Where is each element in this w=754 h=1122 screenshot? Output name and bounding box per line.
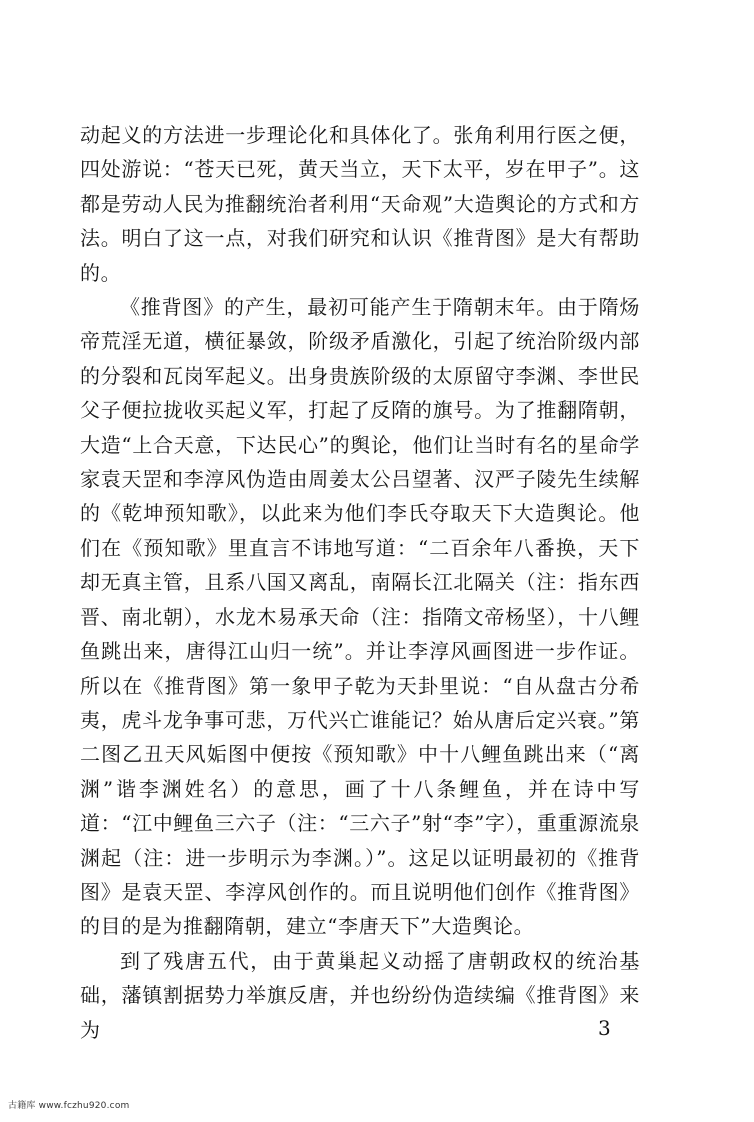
source-watermark: 古籍库 www.fczhu920.com [8, 1101, 130, 1111]
paragraph-3: 到了残唐五代，由于黄巢起义动摇了唐朝政权的统治基础，藩镇割据势力举旗反唐，并也纷纷伪造续编《推背图》来为 [80, 948, 640, 1042]
page-number: 3 [598, 1016, 611, 1040]
paragraph-1: 动起义的方法进一步理论化和具体化了。张角利用行医之便，四处游说：“苍天已死，黄天当立，天下太平，岁在甲子”。这都是劳动人民为推翻统治者利用“天命观”大造舆论的方式和方法。明白了这一点，对我们研究和认识《推背图》是大有帮助的。 [80, 123, 640, 285]
paragraph-2: 《推背图》的产生，最初可能产生于隋朝末年。由于隋炀帝荒淫无道，横征暴敛，阶级矛盾激化，引起了统治阶级内部的分裂和瓦岗军起义。出身贵族阶级的太原留守李渊、李世民父子便拉拢收买起义军，打起了反隋的旗号。为了推翻隋朝，大造“上合天意，下达民心”的舆论，他们让当时有名的星命学家袁天罡和李淳风伪造由周姜太公吕望著、汉严子陵先生续解的《乾坤预知歌》，以此来为他们李氏夺取天下大造舆论。他们在《预知歌》里直言不讳地写道：“二百余年八番换，天下却无真主管，且系八国又离乱，南隔长江北隔关（注：指东西晋、南北朝），水龙木易承天命（注：指隋文帝杨坚），十八鲤鱼跳出来，唐得江山归一统”。并让李淳风画图进一步作证。所以在《推背图》第一象甲子乾为天卦里说：“自从盘古分希夷，虎斗龙争事可悲，万代兴亡谁能记？始从唐后定兴衰。”第二图乙丑天风姤图中便按《预知歌》中十八鲤鱼跳出来（“离渊”谐李渊姓名）的意思，画了十八条鲤鱼，并在诗中写道：“江中鲤鱼三六子（注：“三六子”射“李”字），重重源流泉渊起（注：进一步明示为李渊。）”。这足以证明最初的《推背图》是袁天罡、李淳风创作的。而且说明他们创作《推背图》的目的是为推翻隋朝，建立“李唐天下”大造舆论。 [80, 295, 640, 939]
body-text [80, 118, 640, 1047]
